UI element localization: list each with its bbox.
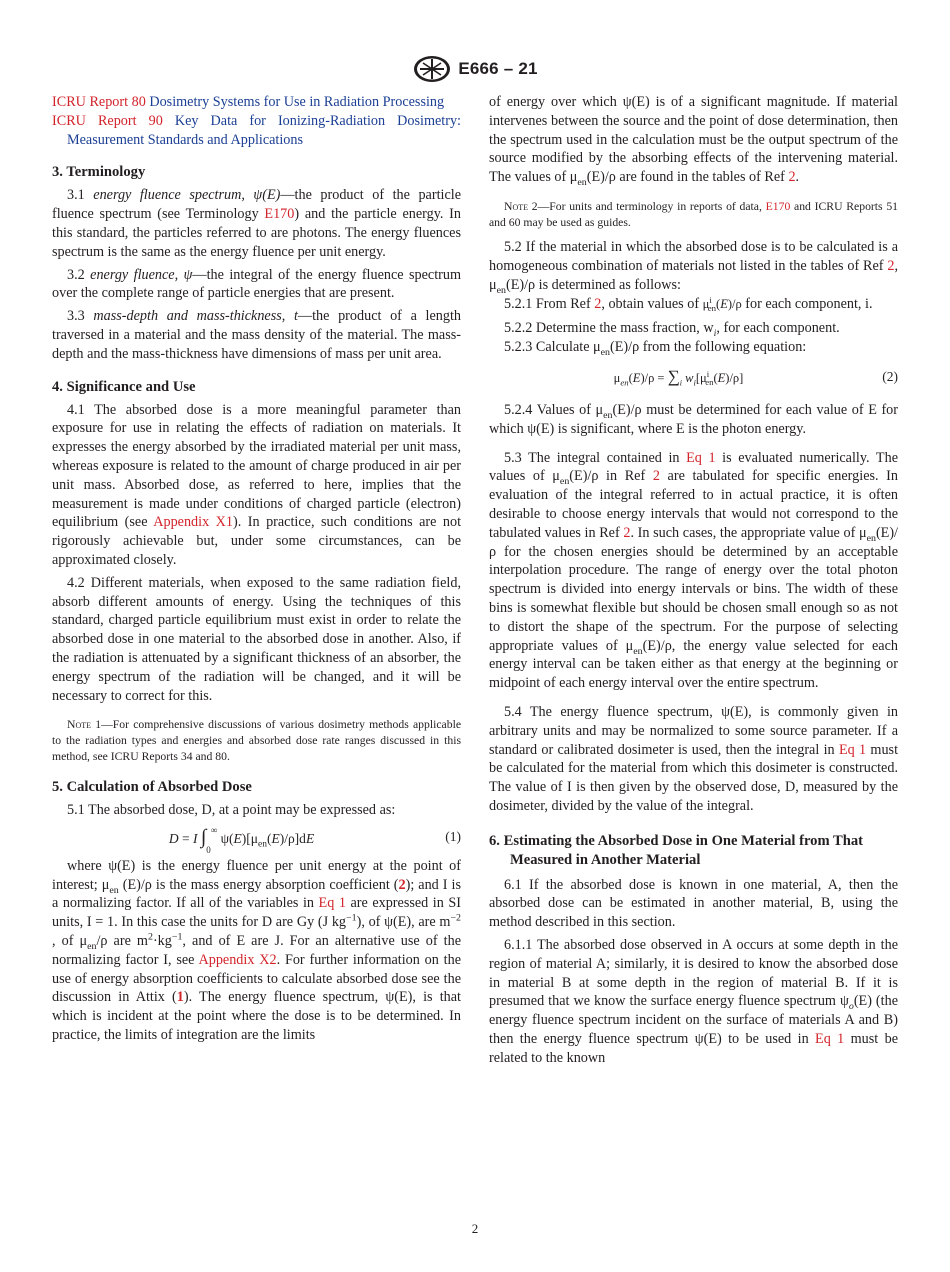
paragraph-5-1: 5.1 The absorbed dose, D, at a point may be expressed as: bbox=[67, 802, 396, 819]
link-e170[interactable]: E170 bbox=[765, 199, 791, 213]
link-ref-2[interactable]: 2 bbox=[398, 876, 406, 893]
section-heading-estimating: 6. Estimating the Absorbed Dose in One Material from That Measured in Another Material bbox=[489, 832, 864, 868]
paragraph-6-1: 6.1 If the absorbed dose is known in one material, A, then the absorbed dose can be estimated in another material, B, using the method described in this section. bbox=[489, 876, 898, 931]
note-2: Note 2—For units and terminology in reports of data, E170 and ICRU Reports 51 and 60 may be used as guides. bbox=[489, 199, 899, 229]
paragraph-5-2-1: 5.2.1 From Ref 2, obtain values of $\mu^i_{en}(E)/\rho$ for each component, i. bbox=[504, 294, 873, 314]
link-eq-1[interactable]: Eq 1 bbox=[838, 741, 867, 758]
note-1: Note 1—For comprehensive discussions of various dosimetry methods applicable to the radiation types and energies and absorbed dose rate ranges discussed in this method, see ICRU Reports 34 and 80. bbox=[52, 718, 462, 763]
astm-logo-icon bbox=[412, 54, 452, 84]
link-eq-1[interactable]: Eq 1 bbox=[686, 449, 716, 466]
equation-1-body: D = I $\int_0^\infty$ $\psi(E)[\mu_{en}(E)/\rho]dE$ bbox=[168, 825, 315, 855]
paragraph-3-3: 3.3 mass-depth and mass-thickness, t—the product of a length traversed in a material and the mass density of the material. The mass-depth and the mass-thickness have dimensions of mass per unit area. bbox=[52, 308, 461, 362]
reference-title[interactable]: Key Data for Ionizing-Radiation Dosimetry: Measurement Standards and Applications bbox=[67, 112, 461, 148]
link-ref-2[interactable]: 2 bbox=[623, 524, 631, 541]
reference-code[interactable]: ICRU Report 90 bbox=[52, 112, 163, 129]
link-ref-1[interactable]: 1 bbox=[176, 989, 184, 1006]
paragraph-5-2-2: 5.2.2 Determine the mass fraction, $w_i$, for each component. bbox=[504, 320, 840, 340]
page-header bbox=[0, 54, 950, 84]
page-number: 2 bbox=[471, 1221, 479, 1236]
link-ref-2[interactable]: 2 bbox=[887, 257, 895, 274]
equation-2-number: (2) bbox=[882, 368, 898, 384]
link-eq-1[interactable]: Eq 1 bbox=[815, 1031, 845, 1048]
paragraph-5-1-where: where ψ(E) is the energy fluence per unit energy at the point of interest; $\mu_{en}$ (E)/ρ is the mass energy absorption coefficient (2); and I is a normalizing factor. If all of the variables in Eq 1 are expressed in SI units, I = 1. In this case the units for D are Gy (J $kg^{-1}$), of ψ(E), are $m^{-2}$ , of $\mu_{en}/\rho$ are $m^2\cdot kg^{-1}$, and of E are J. For an alternative use of the normalizing factor I, see Appendix X2. For further information on the use of energy absorption coefficients to calculate absorbed dose see the discussion in Attix (1). The energy fluence spectrum, ψ(E), is that which is incident at the point where the dose is to be determined. In practice, the limits of integration are the limits bbox=[52, 857, 462, 1044]
section-heading-terminology: 3. Terminology bbox=[52, 164, 146, 181]
reference-code[interactable]: ICRU Report 80 bbox=[52, 94, 146, 110]
equation-1-number: (1) bbox=[445, 829, 461, 845]
link-ref-2[interactable]: 2 bbox=[788, 169, 796, 186]
paragraph-5-2-4: 5.2.4 Values of $\mu_{en}(E)/\rho$ must be determined for each value of E for which ψ(E) is significant, where E is the photon energy. bbox=[489, 401, 898, 437]
reference-title[interactable]: Dosimetry Systems for Use in Radiation Processing bbox=[149, 94, 445, 110]
paragraph-5-2: 5.2 If the material in which the absorbed dose is to be calculated is a homogeneous combination of materials not listed in the tables of Ref 2, $\mu_{en}(E)/\rho$ is determined as follows: bbox=[489, 239, 898, 296]
link-eq-1[interactable]: Eq 1 bbox=[318, 895, 346, 912]
right-column bbox=[489, 93, 898, 1068]
equation-2 bbox=[489, 367, 898, 387]
paragraph-5-1-continued: of energy over which ψ(E) is of a significant magnitude. If material intervenes between the source and the point of dose determination, then the spectrum used in the calculation must be the output spectrum of the source modified by the absorbing effects of the intervening material. The values of $\mu_{en}(E)/\rho$ are found in the tables of Ref 2. bbox=[489, 94, 898, 189]
link-appendix-x1[interactable]: Appendix X1 bbox=[153, 514, 234, 531]
left-column bbox=[52, 93, 461, 1045]
link-appendix-x2[interactable]: Appendix X2 bbox=[198, 951, 277, 968]
link-ref-2[interactable]: 2 bbox=[652, 468, 660, 485]
paragraph-4-1: 4.1 The absorbed dose is a more meaningful parameter than exposure for use in relating the effects of radiation on materials. It expresses the energy absorbed by the irradiated material per unit mass, whereas exposure is related to the amount of charge produced in air per unit mass. Absorbed dose, as referred to here, implies that the measurement is made under conditions of charged particle (electron) equilibrium (see Appendix X1). In practice, such conditions are not rigorously achievable but, under some circumstances, can be approximated closely. bbox=[52, 401, 462, 568]
equation-1 bbox=[52, 825, 461, 855]
reference-icru-90 bbox=[52, 112, 461, 150]
paragraph-3-1: 3.1 energy fluence spectrum, ψ(E)—the product of the particle fluence spectrum (see Terminology E170) and the particle energy. In this standard, the particles referred to are photons. The energy fluences spectrum is the same as the energy fluence per unit energy. bbox=[52, 187, 461, 260]
section-heading-calculation: 5. Calculation of Absorbed Dose bbox=[52, 779, 252, 796]
paragraph-3-2: 3.2 energy fluence, ψ—the integral of the energy fluence spectrum over the complete range of particle energies that are present. bbox=[52, 266, 461, 302]
paragraph-6-1-1: 6.1.1 The absorbed dose observed in A occurs at some depth in the region of material A; similarly, it is desired to know the absorbed dose in material B at some depth in the region of material B. If it is presumed that we know the surface energy fluence spectrum $\psi_o(E)$ (the energy fluence spectrum incident on the surface of materials A and B) then the energy fluence spectrum ψ(E) to be used in Eq 1 must be related to the known bbox=[489, 937, 898, 1066]
paragraph-5-3: 5.3 The integral contained in Eq 1 is evaluated numerically. The values of $\mu_{en}(E)/\rho$ in Ref 2 are tabulated for specific energies. In evaluation of the integral referred to in actual practice, it is often desirable to choose energy intervals that would not correspond to the tabulated values in Ref 2. In such cases, the appropriate value of $\mu_{en}(E)/\rho$ for the chosen energies should be determined by an acceptable interpolation procedure. The range of energy over the total photon spectrum is divided into energy intervals or bins. The width of these bins is somewhat flexible but should be chosen small enough so as not to distort the shape of the spectrum. For the purpose of selecting appropriate values of $\mu_{en}(E)/\rho$, the energy value selected for each energy interval can be taken either as that energy at the beginning or midpoint of each energy interval over the entire spectrum. bbox=[489, 449, 898, 692]
reference-icru-80 bbox=[52, 93, 461, 112]
link-e170[interactable]: E170 bbox=[264, 206, 295, 223]
section-heading-significance: 4. Significance and Use bbox=[52, 378, 196, 395]
paragraph-5-2-3: 5.2.3 Calculate $\mu_{en}(E)/\rho$ from the following equation: bbox=[504, 339, 807, 358]
equation-2-body: $\mu_{en}(E)/\rho = \sum_i$ $w_i[\mu^i_{en}(E)/\rho]$ bbox=[613, 366, 744, 388]
paragraph-4-2: 4.2 Different materials, when exposed to the same radiation field, absorb different amounts of energy. Using the techniques of this standard, charged particle equilibrium must exist in order to relate the absorbed dose in one material to the absorbed dose in another. Also, if the radiation is attenuated by a significant thickness of an absorber, the energy spectrum of the radiation will be changed, and it will be necessary to correct for this. bbox=[52, 574, 461, 704]
document-designation: E666 – 21 bbox=[458, 59, 538, 78]
link-ref-2[interactable]: 2 bbox=[594, 295, 602, 312]
paragraph-5-4: 5.4 The energy fluence spectrum, ψ(E), is commonly given in arbitrary units and may be normalized to some source parameter. If a standard or calibrated dosimeter is used, then the integral in Eq 1 must be calculated for the material from which this dosimeter is constructed. The value of I is then given by the observed dose, D, measured by the dosimeter, divided by the value of the integral. bbox=[489, 703, 899, 814]
